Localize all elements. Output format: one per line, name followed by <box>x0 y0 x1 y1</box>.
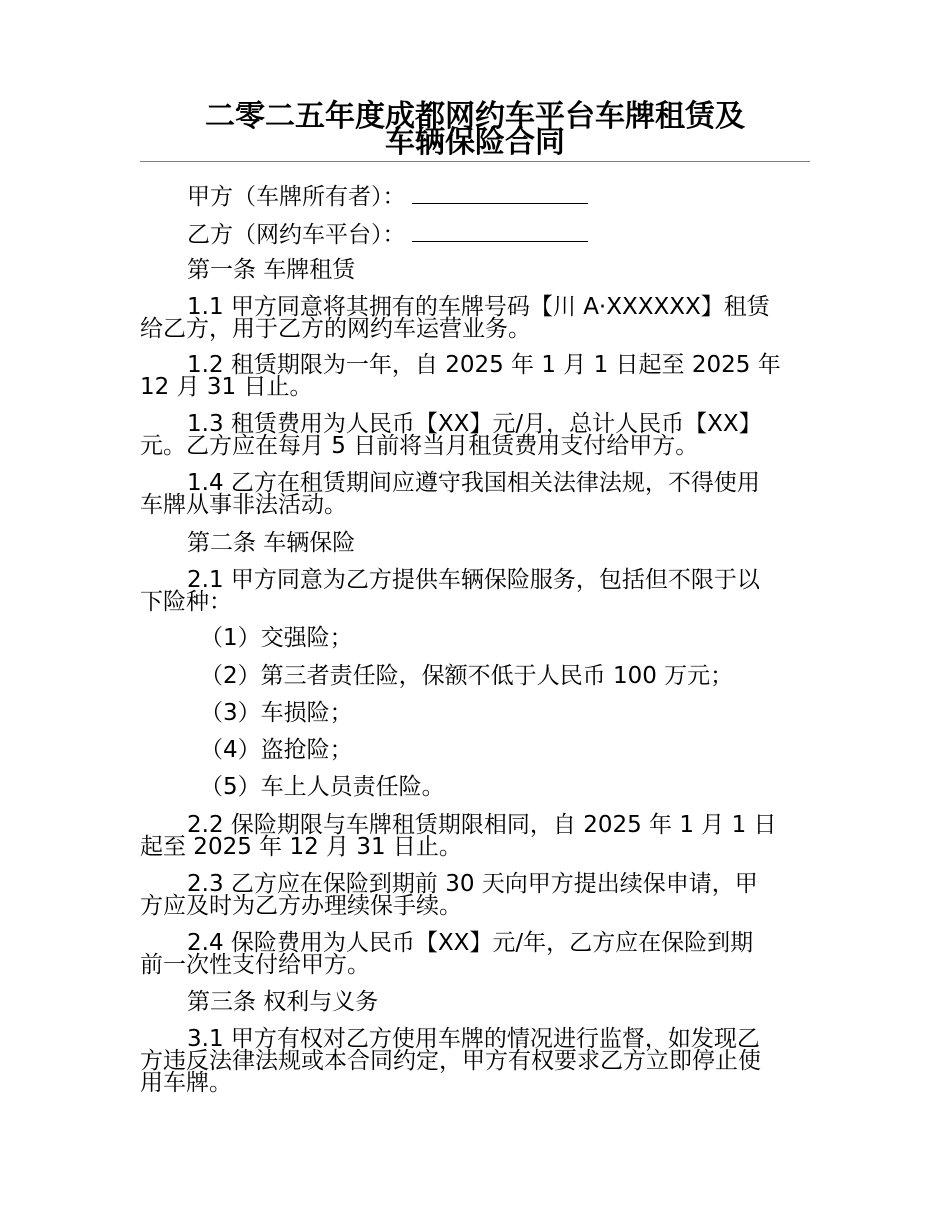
party-b-blank <box>412 221 588 242</box>
insurance-item-5: （5）车上人员责任险。 <box>200 774 445 800</box>
clause-1-2-line-2: 12 月 31 日止。 <box>140 374 313 400</box>
insurance-item-4: （4）盗抢险； <box>200 737 353 763</box>
title-line-2: 车辆保险合同 <box>385 125 565 160</box>
clause-2-1-line-2: 下险种： <box>140 589 232 615</box>
clause-2-3-line-2: 方应及时为乙方办理续保手续。 <box>140 893 462 919</box>
clause-2-2-line-2: 起至 2025 年 12 月 31 日止。 <box>140 834 462 860</box>
clause-1-2-line-1: 1.2 租赁期限为一年，自 2025 年 1 月 1 日起至 2025 年 <box>187 352 781 378</box>
clause-1-3-line-2: 元。乙方应在每月 5 日前将当月租赁费用支付给甲方。 <box>140 433 699 459</box>
party-a-label: 甲方（车牌所有者）： <box>187 184 406 210</box>
clause-2-4-line-1: 2.4 保险费用为人民币【XX】元/年，乙方应在保险到期 <box>187 930 754 956</box>
clause-2-4-line-2: 前一次性支付给甲方。 <box>140 952 370 978</box>
clause-1-4-line-1: 1.4 乙方在租赁期间应遵守我国相关法律法规，不得使用 <box>187 470 760 496</box>
party-b-label: 乙方（网约车平台）： <box>187 222 406 248</box>
title-divider <box>140 161 810 162</box>
insurance-item-2: （2）第三者责任险，保额不低于人民币 100 万元； <box>200 663 734 689</box>
clause-3-1-line-2: 方违反法律法规或本合同约定，甲方有权要求乙方立即停止使 <box>140 1048 761 1074</box>
article-1-heading: 第一条 车牌租赁 <box>187 257 356 283</box>
insurance-item-1: （1）交强险； <box>200 625 353 651</box>
clause-3-1-line-1: 3.1 甲方有权对乙方使用车牌的情况进行监督，如发现乙 <box>187 1026 760 1052</box>
clause-2-2-line-1: 2.2 保险期限与车牌租赁期限相同，自 2025 年 1 月 1 日 <box>187 812 777 838</box>
clause-1-1-line-1: 1.1 甲方同意将其拥有的车牌号码【川 A·XXXXXX】租赁 <box>187 294 770 320</box>
article-3-heading: 第三条 权利与义务 <box>187 989 379 1015</box>
insurance-item-3: （3）车损险； <box>200 700 353 726</box>
document-title <box>140 99 810 160</box>
clause-2-1-line-1: 2.1 甲方同意为乙方提供车辆保险服务，包括但不限于以 <box>187 567 760 593</box>
clause-1-1-line-2: 给乙方，用于乙方的网约车运营业务。 <box>140 316 531 342</box>
clause-1-3-line-1: 1.3 租赁费用为人民币【XX】元/月，总计人民币【XX】 <box>187 411 762 437</box>
clause-1-4-line-2: 车牌从事非法活动。 <box>140 492 347 518</box>
party-a-blank <box>412 183 588 204</box>
article-2-heading: 第二条 车辆保险 <box>187 530 356 556</box>
title-line-1: 二零二五年度成都网约车平台车牌租赁及 <box>205 99 745 134</box>
party-a-line <box>187 183 588 209</box>
clause-2-3-line-1: 2.3 乙方应在保险到期前 30 天向甲方提出续保申请，甲 <box>187 871 758 897</box>
clause-3-1-line-3: 用车牌。 <box>140 1070 232 1096</box>
party-b-line <box>187 221 588 247</box>
